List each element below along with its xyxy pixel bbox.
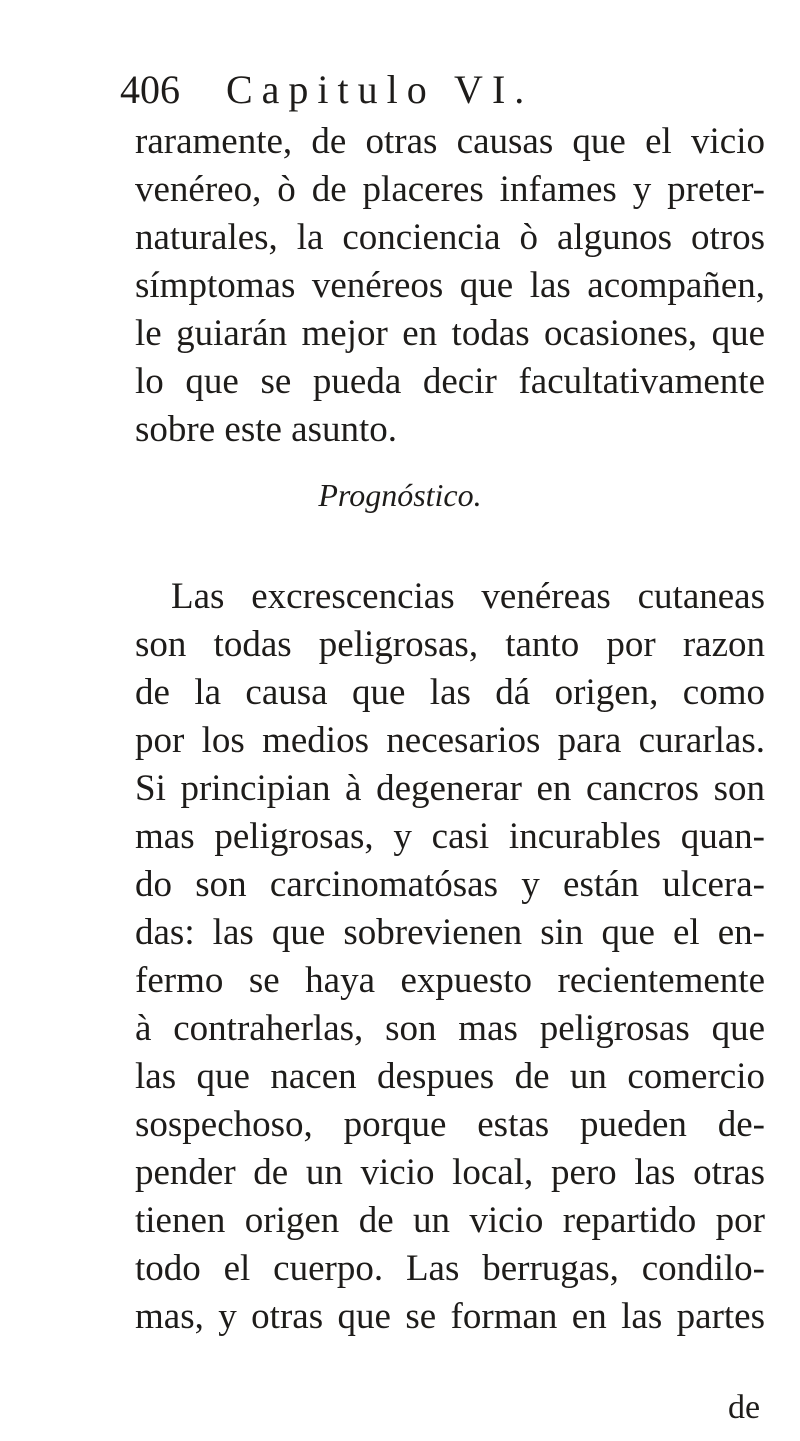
text-line: à contraherlas, son mas peligrosas que	[135, 1008, 765, 1049]
text-line: todo el cuerpo. Las berrugas, condilo-	[135, 1248, 765, 1289]
text-line: le guiarán mejor en todas ocasiones, que	[135, 313, 765, 354]
text-line: raramente, de otras causas que el vicio	[135, 121, 765, 162]
section-heading: Prognóstico.	[318, 477, 482, 513]
text-line: mas, y otras que se forman en las partes	[135, 1296, 765, 1337]
text-line: mas peligrosas, y casi incurables quan-	[135, 816, 765, 857]
text-line: son todas peligrosas, tanto por razon	[135, 624, 765, 665]
text-line: venéreo, ò de placeres infames y preter-	[135, 169, 765, 210]
text-line: do son carcinomatósas y están ulcera-	[135, 864, 765, 905]
paragraph-prognosis	[135, 573, 765, 1341]
text-line: sospechoso, porque estas pueden de-	[135, 1104, 765, 1145]
text-line: fermo se haya expuesto recientemente	[135, 960, 765, 1001]
text-line: lo que se pueda decir facultativamente	[135, 361, 765, 402]
text-line: Si principian à degenerar en cancros son	[135, 768, 765, 809]
text-line: tienen origen de un vicio repartido por	[135, 1200, 765, 1241]
chapter-title: Capitulo VI.	[226, 67, 534, 112]
text-line: naturales, la conciencia ò algunos otros	[135, 217, 765, 258]
text-line: sobre este asunto.	[135, 409, 398, 450]
text-line: símptomas venéreos que las acompañen,	[135, 265, 765, 306]
text-line: das: las que sobrevienen sin que el en-	[135, 912, 765, 953]
catchword: de	[728, 1389, 761, 1426]
text-line: por los medios necesarios para curarlas.	[135, 720, 765, 761]
page-number: 406	[120, 67, 180, 112]
running-header	[120, 66, 533, 114]
text-line: pender de un vicio local, pero las otras	[135, 1152, 765, 1193]
text-line: de la causa que las dá origen, como	[135, 672, 765, 713]
paragraph-continued	[135, 118, 765, 454]
text-line: Las excrescencias venéreas cutaneas	[171, 576, 765, 617]
text-line: las que nacen despues de un comercio	[135, 1056, 765, 1097]
